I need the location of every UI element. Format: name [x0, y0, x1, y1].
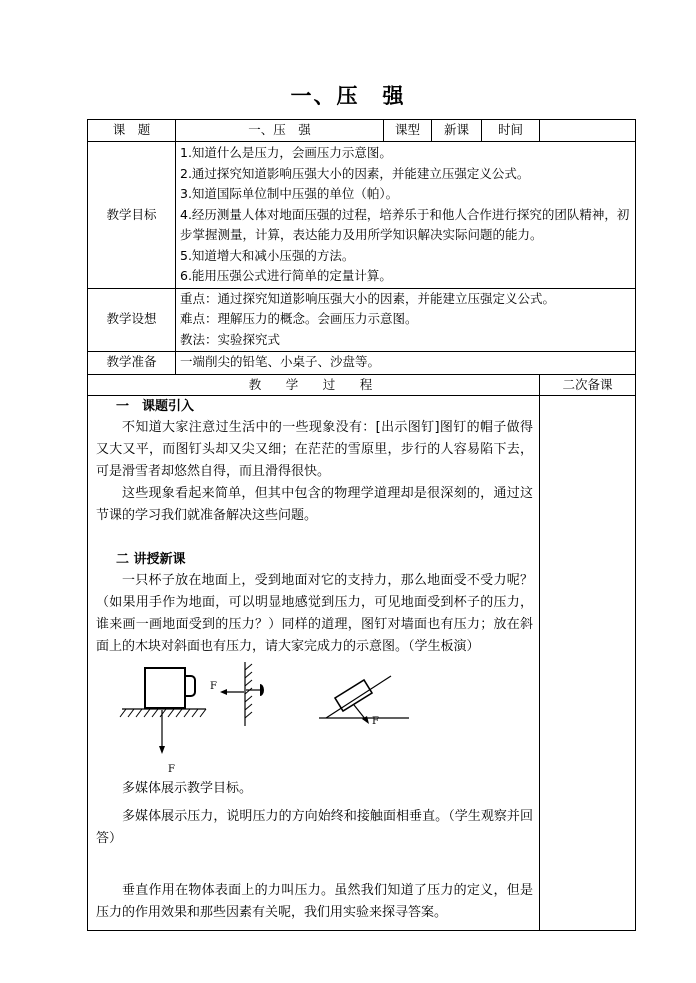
media-paragraph: 多媒体展示压力，说明压力的方向始终和接触面相垂直。（学生观察并回答）: [96, 809, 533, 846]
topic-value: 一、压 强: [176, 120, 384, 142]
section2-paragraph: 一只杯子放在地面上，受到地面对它的支持力，那么地面受不受力呢？（如果用手作为地面，可以明显地感觉到压力，可见地面受到杯子的压力，谁来画一画地面受到的压力？）同样的道理，图钉对墙面也有压力；放在斜面上的木块对斜面也有压力，请大家完成力的示意图。（学生板演）: [96, 573, 533, 654]
process-header-row: [88, 374, 636, 396]
block: [335, 680, 372, 711]
page-title: 一、压 强: [290, 83, 406, 108]
force-label-3: F: [372, 716, 379, 727]
cup-diagram: [120, 668, 206, 775]
prep-value: 一端削尖的铅笔、小桌子、沙盘等。: [176, 351, 636, 374]
process-row: [88, 396, 636, 931]
force-label-2: F: [210, 681, 217, 692]
section1-paragraph: 这些现象看起来简单，但其中包含的物理学道理却是很深刻的，通过这节课的学习我们就准备解决这些问题。: [96, 486, 533, 523]
type-label: 课型: [384, 120, 432, 142]
cup-body: [145, 668, 185, 708]
design-row: [88, 288, 636, 351]
objectives-label: 教学目标: [88, 142, 176, 289]
force-diagrams: [96, 662, 526, 778]
cup-handle: [185, 676, 195, 696]
objectives-content: [176, 142, 636, 289]
design-item: 难点：理解压力的概念。会画压力示意图。: [180, 311, 418, 327]
ground-hatch: [120, 709, 206, 717]
prep-row: [88, 351, 636, 374]
objectives-row: [88, 142, 636, 289]
wall-diagram: [210, 662, 264, 726]
time-label: 时间: [482, 120, 540, 142]
objective-item: 5.知道增大和减小压强的方法。: [180, 247, 355, 263]
wall-hatch: [245, 664, 252, 718]
topic-label: 课 题: [88, 120, 176, 142]
header-row: [88, 120, 636, 142]
process-content: [88, 396, 540, 931]
arrowhead-2: [220, 689, 227, 695]
pin-head: [260, 684, 264, 696]
design-item: 教法：实验探究式: [180, 331, 281, 347]
arrowhead-1: [159, 746, 165, 754]
objective-item: 1.知道什么是压力，会画压力示意图。: [180, 145, 392, 160]
objective-item: 2.通过探究知道影响压强大小的因素，并能建立压强定义公式。: [180, 165, 530, 181]
objective-item: 6.能用压强公式进行简单的定量计算。: [180, 268, 392, 283]
design-content: [176, 288, 636, 351]
incline-diagram: [319, 676, 409, 727]
notes-content: [540, 396, 636, 931]
prep-label: 教学准备: [88, 351, 176, 374]
final-paragraph: 垂直作用在物体表面上的力叫压力。虽然我们知道了压力的定义，但是压力的作用效果和那些因素有关呢，我们用实验来探寻答案。: [96, 883, 533, 920]
lesson-plan-table: [87, 119, 636, 931]
design-item: 重点：通过探究知道影响压强大小的因素，并能建立压强定义公式。: [180, 290, 556, 306]
objective-item: 4.经历测量人体对地面压强的过程，培养乐于和他人合作进行探究的团队精神，初步掌握测量，计算，表达能力及用所学知识解决实际问题的能力。: [180, 206, 630, 242]
notes-label: 二次备课: [540, 374, 636, 396]
section1-paragraph: 不知道大家注意过生活中的一些现象没有：[出示图钉]图钉的帽子做得又大又平，而图钉头却又尖又细；在茫茫的雪原里，步行的人容易陷下去，可是滑雪者却悠然自得，而且滑得很快。: [96, 420, 533, 479]
objective-item: 3.知道国际单位制中压强的单位（帕）。: [180, 186, 399, 201]
force-label-1: F: [168, 764, 175, 775]
time-value: [540, 120, 636, 142]
section2-title: 二 讲授新课: [116, 552, 186, 567]
type-value: 新课: [432, 120, 482, 142]
section1-title: 一 课题引入: [116, 399, 195, 414]
design-label: 教学设想: [88, 288, 176, 351]
media-paragraph: 多媒体展示教学目标。: [122, 781, 253, 796]
process-label: 教 学 过 程: [88, 374, 540, 396]
